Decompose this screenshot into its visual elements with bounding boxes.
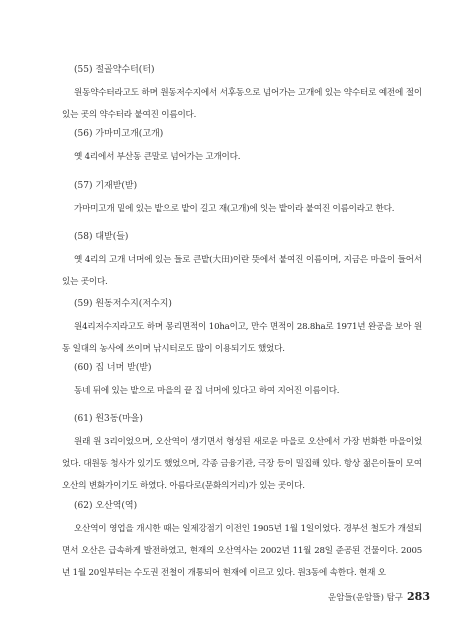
entry-heading: (61) 원3동(마을) — [74, 414, 143, 424]
entry-heading: (57) 기재받(받) — [74, 181, 138, 191]
page-footer — [300, 590, 430, 603]
entry-heading: (62) 오산역(역) — [74, 501, 138, 511]
entry-heading: (58) 대받(들) — [74, 232, 129, 242]
running-title: 운암들(운암뜰) 탐구 — [328, 593, 404, 603]
entry-body: 가마미고개 밑에 있는 밭으로 밭이 길고 재(고개)에 잇는 밭이라 붙여진 이름이라고 한다. — [74, 204, 395, 214]
entry-body: 오산역이 영업을 개시한 때는 일제강점기 이전인 1905년 1월 1일이었다. 경부선 철도가 개설되면서 오산은 급속하게 발전하였고, 현재의 오산역사는 2002년 11월 28일 준공된 건물이다. 2005년 1월 20일부터는 수도권 전철이 개통되어 현재에 이르고 있다. 원3동에 속한다. 현재 오 — [62, 524, 422, 578]
entry-58 — [62, 231, 422, 293]
entry-55 — [62, 64, 422, 126]
entry-body: 동네 뒤에 있는 밭으로 마을의 끝 집 너머에 있다고 하여 지어진 이름이다. — [74, 386, 340, 396]
entry-60 — [62, 362, 422, 402]
entry-62 — [62, 500, 422, 584]
entry-heading: (56) 가마미고개(고개) — [74, 129, 164, 139]
entry-heading: (55) 절골약수터(터) — [74, 65, 155, 75]
entry-body: 원래 원 3리이었으며, 오산역이 생기면서 형성된 새로운 마을로 오산에서 가장 번화한 마을이었었다. 대원동 청사가 있기도 했었으며, 각종 금융기관, 극장 등이 밀집해 있다. 항상 젊은이들이 모여 오산의 변화가이기도 하였다. 아름다로(문화의거리)가 있는 곳이다. — [62, 437, 422, 491]
entry-heading: (59) 원동저수지(저수지) — [74, 299, 172, 309]
entry-57 — [62, 180, 422, 220]
entry-56 — [62, 128, 422, 168]
entry-body: 옛 4리에서 부산동 큰말로 넘어가는 고개이다. — [74, 152, 241, 162]
entry-body: 원동약수터라고도 하며 원동저수지에서 서후동으로 넘어가는 고개에 있는 약수터로 예전에 절이 있는 곳의 약수터라 붙여진 이름이다. — [62, 88, 422, 120]
entry-body: 옛 4리의 고개 너머에 있는 들로 큰밭(大田)이란 뜻에서 붙여진 이름이며, 지금은 마을이 들어서 있는 곳이다. — [62, 255, 422, 287]
page-number: 283 — [407, 590, 430, 603]
entry-59 — [62, 298, 422, 360]
entry-61 — [62, 413, 422, 497]
entry-heading: (60) 집 너머 받(받) — [74, 363, 152, 373]
entry-body: 원4리저수지라고도 하며 몽리면적이 10ha이고, 만수 면적이 28.8ha로 1971년 완공을 보아 원동 일대의 농사에 쓰이며 낚시터로도 많이 이용되기도 했었다. — [62, 322, 422, 354]
